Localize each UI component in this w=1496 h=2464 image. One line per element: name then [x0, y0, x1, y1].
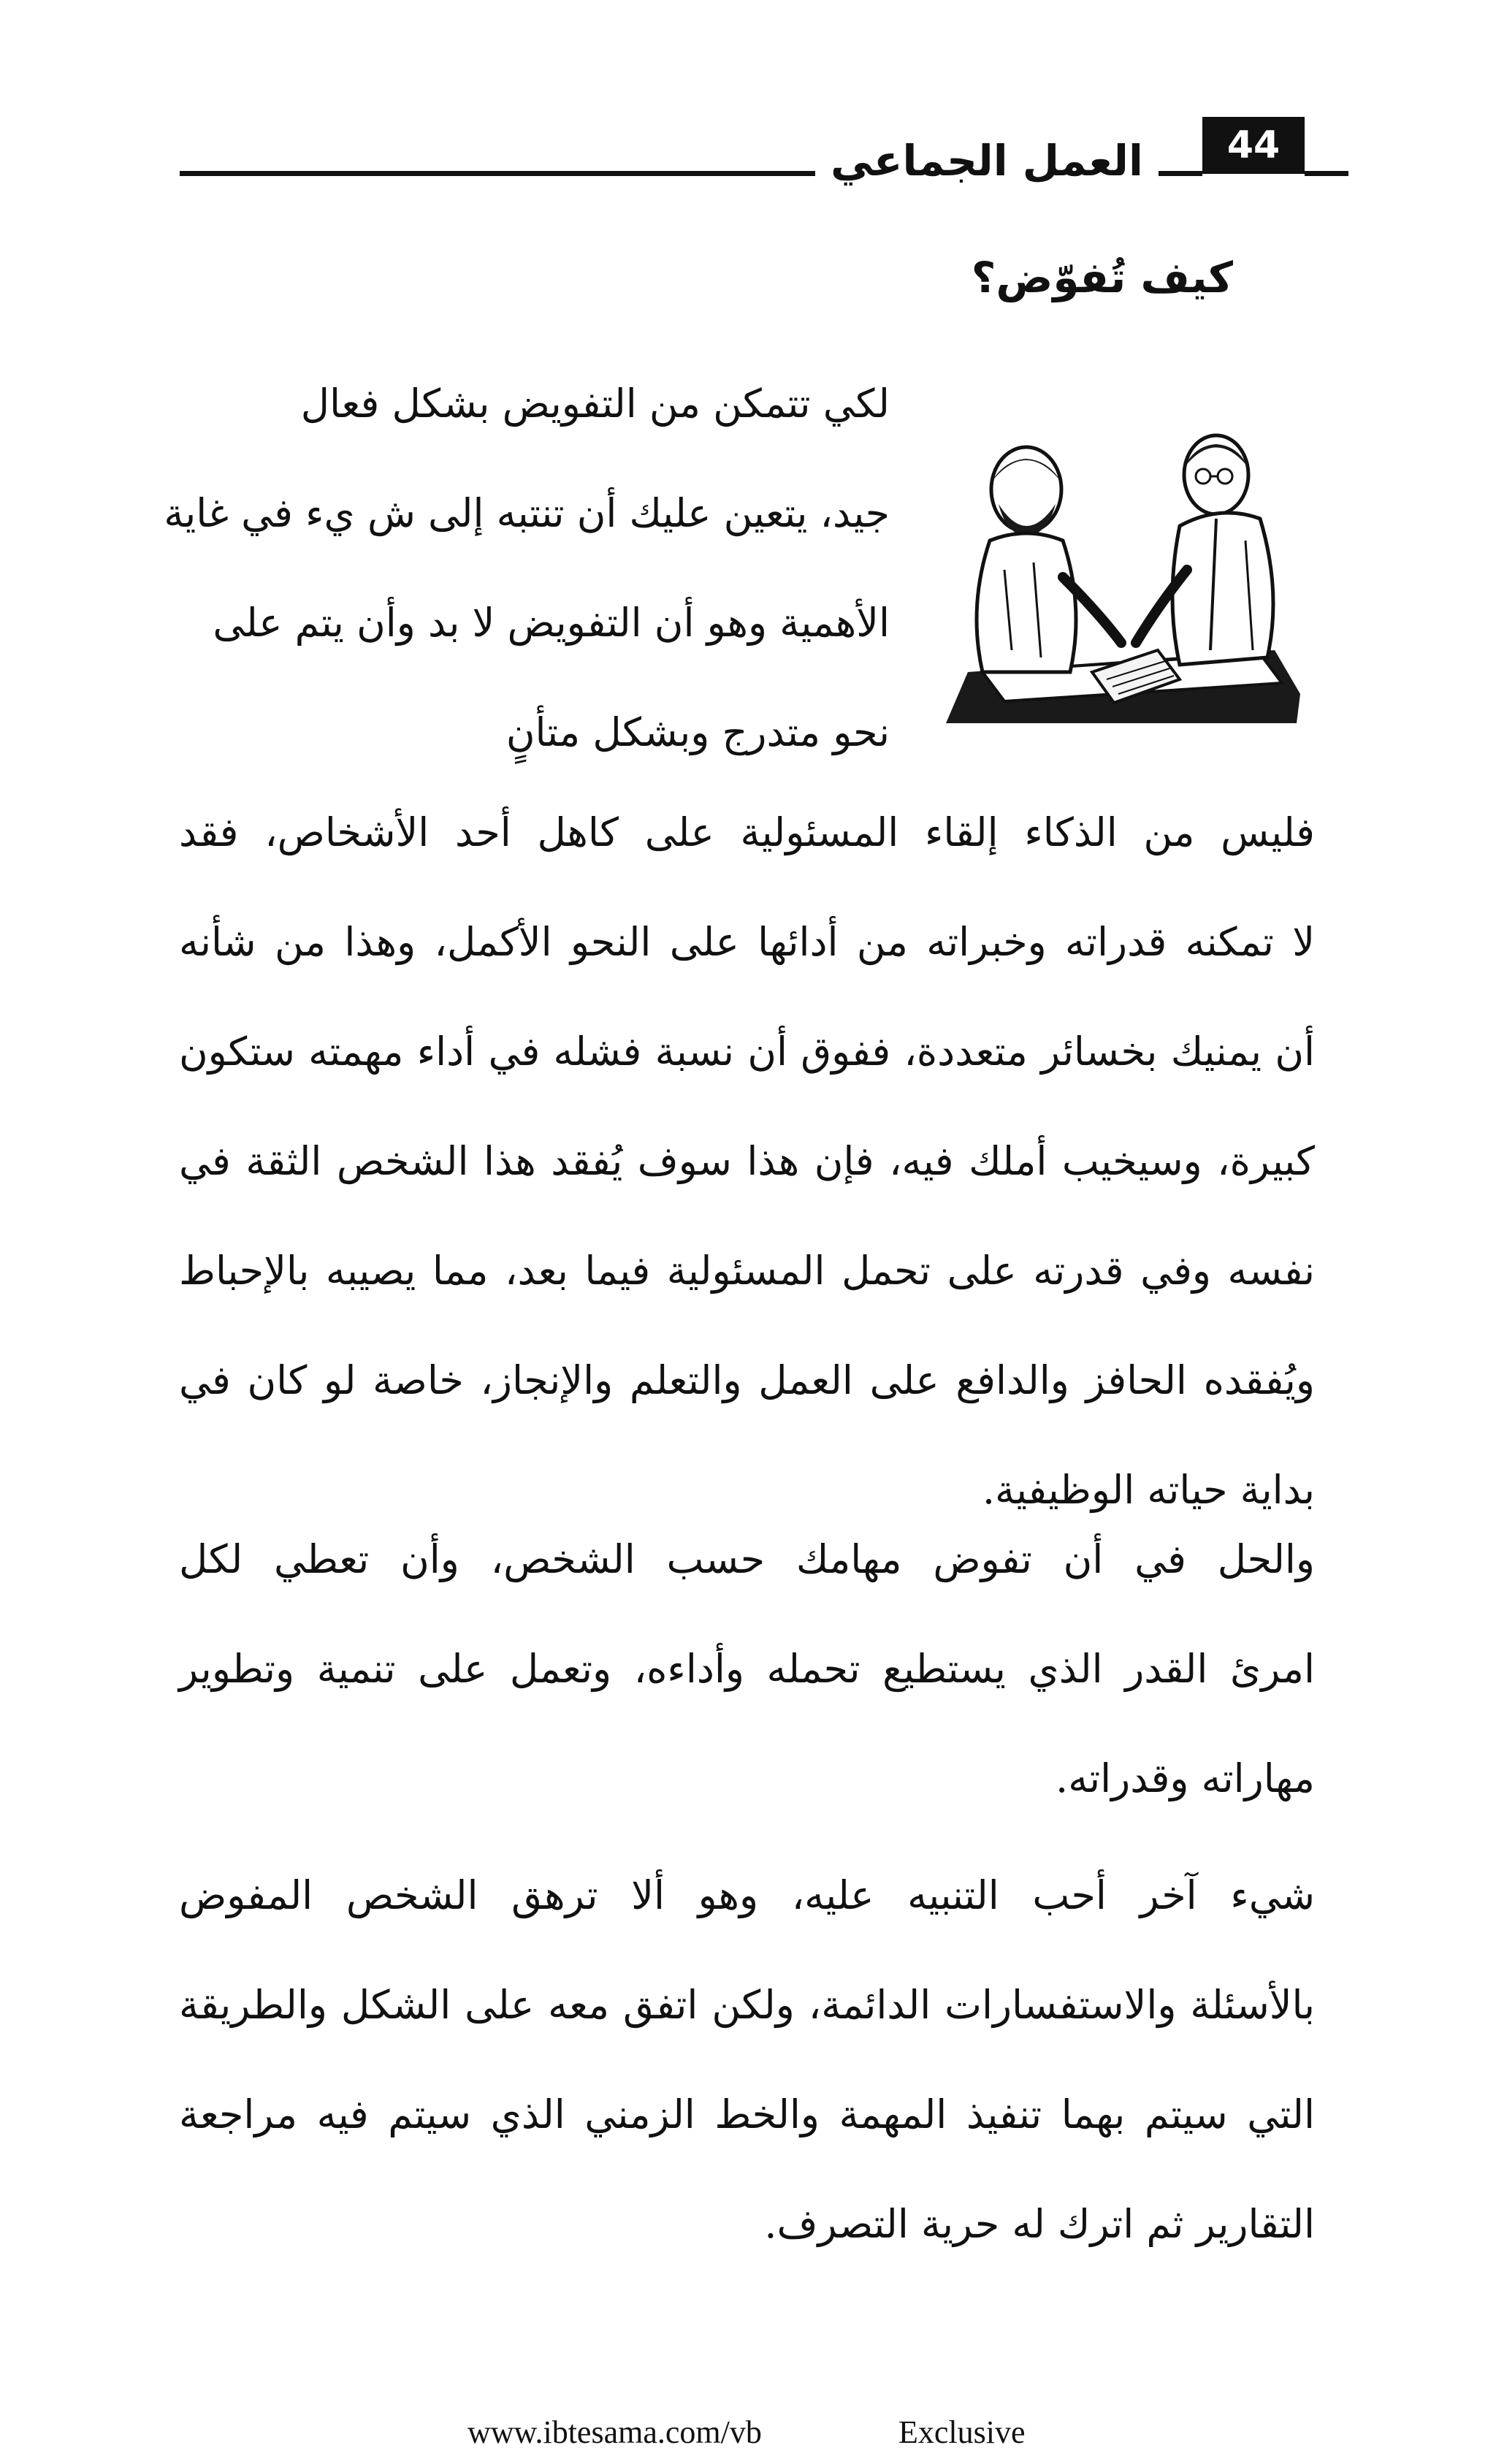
text-line: الأهمية وهو أن التفويض لا بد وأن يتم على — [213, 600, 890, 646]
text-line: بالأسئلة والاستفسارات الدائمة، ولكن اتفق معه على الشكل والطريقة — [179, 1982, 1315, 2028]
text-line: التي سيتم بهما تنفيذ المهمة والخط الزمني الذي سيتم فيه مراجعة — [179, 2091, 1315, 2137]
text-line: كبيرة، وسيخيب أملك فيه، فإن هذا سوف يُفقد هذا الشخص الثقة في — [179, 1138, 1315, 1184]
text-line: لكي تتمكن من التفويض بشكل فعال — [300, 381, 890, 427]
delegation-illustration — [939, 431, 1304, 738]
text-line: التقارير ثم اترك له حرية التصرف. — [764, 2201, 1315, 2247]
running-title: العمل الجماعي — [831, 136, 1143, 186]
text-line: والحل في أن تفوض مهامك حسب الشخص، وأن تعطي لكل — [179, 1536, 1315, 1582]
text-line: جيد، يتعين عليك أن تنتبه إلى ش يء في غاية — [164, 490, 890, 536]
header-rule — [180, 171, 815, 176]
running-header — [180, 110, 1319, 190]
body-paragraph — [179, 1841, 1315, 2279]
text-line: بداية حياته الوظيفية. — [982, 1467, 1315, 1513]
header-rule — [1159, 171, 1202, 176]
text-line: شيء آخر أحب التنبيه عليه، وهو ألا ترهق الشخص المفوض — [179, 1872, 1315, 1918]
text-line: نحو متدرج وبشكل متأنٍ — [505, 709, 890, 755]
text-line: أن يمنيك بخسائر متعددة، ففوق أن نسبة فشله في أداء مهمته ستكون — [179, 1029, 1315, 1075]
footer-url: www.ibtesama.com/vb — [468, 2414, 762, 2450]
intro-paragraph — [164, 349, 890, 787]
text-line: لا تمكنه قدراته وخبراته من أدائها على النحو الأكمل، وهذا من شأنه — [179, 919, 1315, 965]
header-rule — [1305, 171, 1348, 176]
page-footer — [468, 2411, 1110, 2455]
section-title: كيف تُفوّض؟ — [971, 253, 1233, 302]
text-line: فليس من الذكاء إلقاء المسئولية على كاهل أحد الأشخاص، فقد — [179, 809, 1315, 855]
body-paragraph — [179, 1505, 1315, 1834]
footer-tag: Exclusive — [898, 2414, 1026, 2450]
text-line: امرئ القدر الذي يستطيع تحمله وأداءه، وتعمل على تنمية وتطوير — [179, 1646, 1315, 1692]
text-line: نفسه وفي قدرته على تحمل المسئولية فيما بعد، مما يصيبه بالإحباط — [179, 1248, 1315, 1294]
body-paragraph — [179, 778, 1315, 1545]
text-line: ويُفقده الحافز والدافع على العمل والتعلم والإنجاز، خاصة لو كان في — [179, 1357, 1315, 1403]
page-number: 44 — [1202, 117, 1305, 174]
text-line: مهاراته وقدراته. — [1056, 1755, 1315, 1801]
